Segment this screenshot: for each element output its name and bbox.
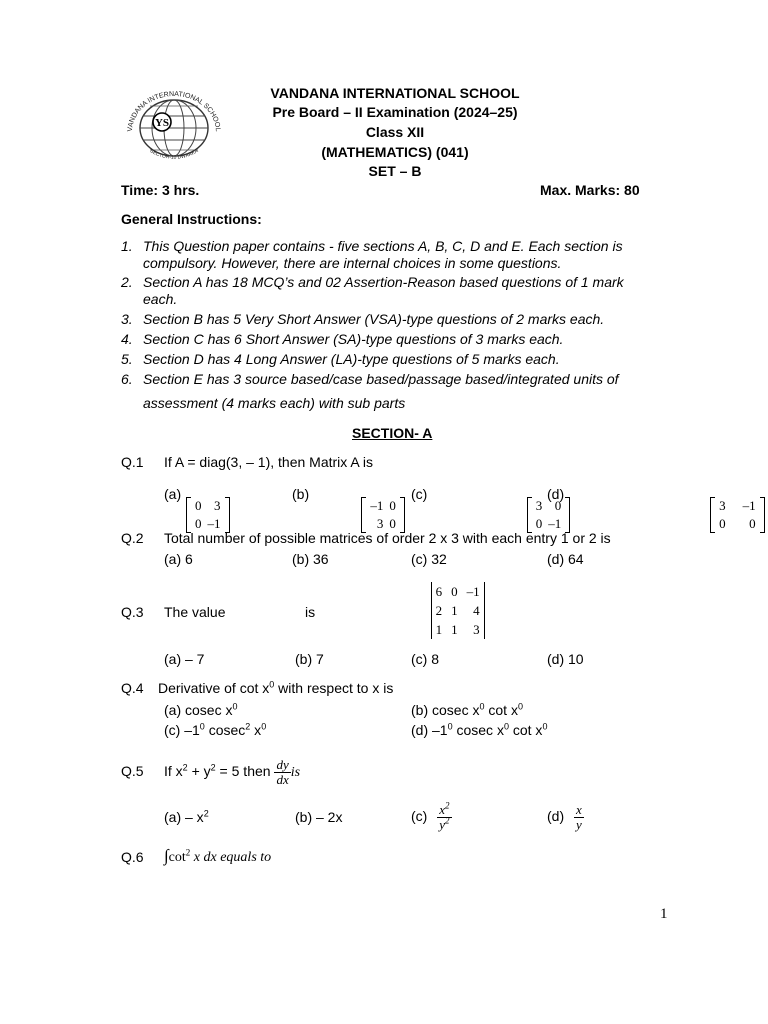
q3-determinant: 6 0 –1 2 1 4 1 1 3 — [431, 582, 485, 639]
instruction-item: 2. Section A has 18 MCQ’s and 02 Assertion-Reason based questions of 1 mark each. — [121, 274, 624, 307]
q4-text: Derivative of $\cot x^0$ with respect to x is — [158, 679, 394, 696]
q1-option-a-label: (a) — [164, 486, 182, 502]
q3-option-b: (b) 7 — [295, 651, 324, 667]
q4-number: Q.4 — [121, 680, 144, 696]
q1-option-b-matrix: –1 0 3 0 — [361, 497, 405, 533]
q6-number: Q.6 — [121, 849, 144, 865]
school-name: VANDANA INTERNATIONAL SCHOOL — [270, 85, 520, 101]
q4-option-b: (b) cosec $x^0$ $\cot x^0$ — [411, 701, 523, 718]
max-marks: Max. Marks: 80 — [540, 182, 640, 198]
exam-name: Pre Board – II Examination (2024–25) — [272, 104, 518, 120]
q1-option-c-label: (c) — [411, 486, 428, 502]
section-a-title: SECTION- A — [352, 425, 433, 441]
q2-option-c: (c) 32 — [411, 551, 447, 567]
q6-text: $\int\cot^2$ x dx equals to — [164, 846, 272, 865]
q2-option-d: (d) 64 — [547, 551, 584, 567]
instruction-item-continued: assessment (4 marks each) with sub parts — [143, 395, 406, 411]
q3-text: The value — [164, 604, 226, 620]
q1-number: Q.1 — [121, 454, 144, 470]
q5-dy-dx-fraction: $\frac{dy}{dx}$ — [276, 756, 289, 787]
q3-option-a: (a) – 7 — [164, 651, 205, 667]
q3-option-d: (d) 10 — [547, 651, 584, 667]
q2-option-a: (a) 6 — [164, 551, 193, 567]
page-number: 1 — [660, 906, 668, 922]
q2-option-b: (b) 36 — [292, 551, 329, 567]
subject-name: (MATHEMATICS) (041) — [321, 144, 469, 160]
q5-number: Q.5 — [121, 763, 144, 779]
q3-text-tail: is — [305, 604, 316, 620]
set-name: SET – B — [368, 163, 422, 179]
svg-text:YS: YS — [154, 117, 170, 129]
q1-text: If A = diag(3, – 1), then Matrix A is — [164, 454, 373, 470]
svg-text:SECTOR-10 DWARKA: SECTOR-10 DWARKA — [148, 148, 200, 161]
q1-option-a-matrix: 0 3 0 –1 — [186, 497, 230, 533]
time-allowed: Time: 3 hrs. — [121, 182, 200, 198]
instruction-item: 3. Section B has 5 Very Short Answer (VSA)-type questions of 2 marks each. — [121, 311, 605, 327]
q3-number: Q.3 — [121, 604, 144, 620]
q2-text: Total number of possible matrices of order 2 x 3 with each entry 1 or 2 is — [164, 530, 611, 546]
q5-text: If $x^2 + y^2 = 5$ then $\frac{dy}{dx}$ is — [164, 756, 301, 787]
q4-option-c: (c) $-1^0$ cosec$^2$ $x^0$ — [164, 721, 267, 738]
instruction-item: 1. This Question paper contains - five sections A, B, C, D and E. Each section is compulsory. However, there are internal choices in some questions. — [121, 238, 623, 271]
instruction-item: 4. Section C has 6 Short Answer (SA)-type questions of 3 marks each. — [121, 331, 564, 347]
q2-number: Q.2 — [121, 530, 144, 546]
q3-option-c: (c) 8 — [411, 651, 439, 667]
q1-option-d-label: (d) — [547, 486, 565, 502]
svg-text:VANDANA INTERNATIONAL SCHOOL: VANDANA INTERNATIONAL SCHOOL — [126, 90, 222, 132]
q4-option-a: (a) cosec $x^0$ — [164, 701, 238, 718]
q1-option-d-matrix: 3 –1 0 0 — [710, 497, 765, 533]
q5-option-a: $(a) - x^2$ — [164, 808, 209, 825]
q5-option-b: (b) – 2x — [295, 809, 343, 825]
class-name: Class XII — [365, 124, 425, 140]
instructions-title: General Instructions: — [121, 211, 262, 227]
q5-option-c: (c) $\frac{x^2}{y^2}$ — [411, 800, 450, 832]
q1-option-c-matrix: 3 0 0 –1 — [527, 497, 571, 533]
instruction-item: 5. Section D has 4 Long Answer (LA)-type questions of 5 marks each. — [121, 351, 560, 367]
q1-option-b-label: (b) — [292, 486, 310, 502]
instruction-item: 6. Section E has 3 source based/case based/passage based/integrated units of — [121, 371, 619, 387]
q4-option-d: (d) $-1^0$ cosec $x^0$ $\cot x^0$ — [411, 721, 548, 738]
q5-option-d: (d) $\frac{x}{y}$ — [547, 801, 582, 832]
